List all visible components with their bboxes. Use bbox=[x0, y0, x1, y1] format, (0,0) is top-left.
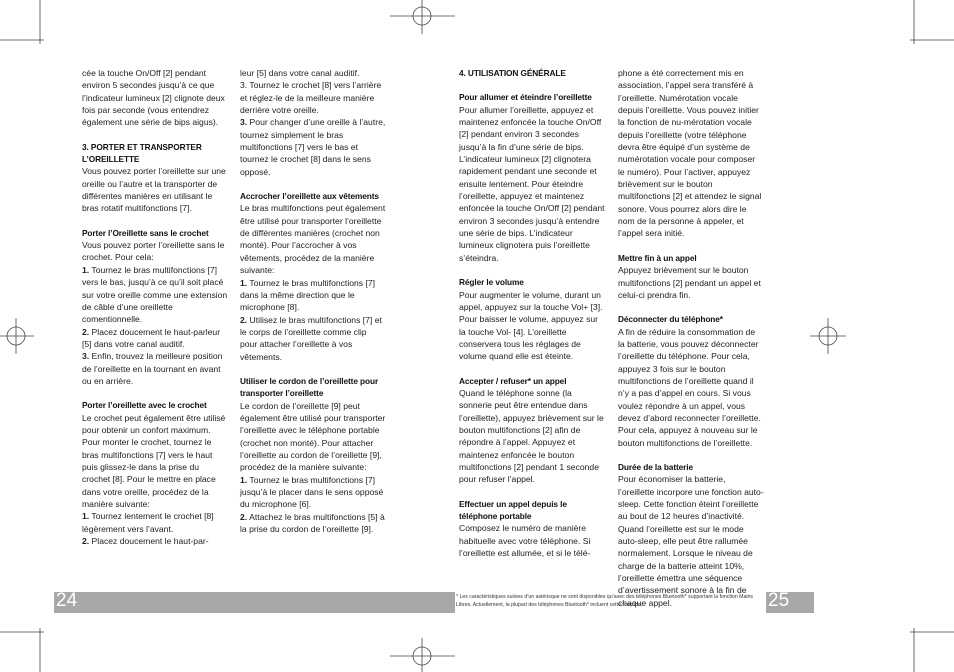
spacer bbox=[459, 264, 605, 276]
step-text: Attachez le bras multifonctions [5] à la prise du cordon de l’oreillette [9]. bbox=[240, 511, 385, 535]
numbered-step bbox=[240, 116, 386, 178]
spacer bbox=[618, 301, 764, 313]
section-heading: Utiliser le cordon de l’oreillette pour transporter l’oreillette bbox=[240, 375, 379, 399]
step-number: 2. bbox=[240, 314, 248, 325]
column-2 bbox=[240, 67, 386, 535]
spacer bbox=[82, 215, 228, 227]
paragraph: Appuyez brièvement sur le bouton multifonctions [2] pendant un appel et celui-ci prendra fin. bbox=[618, 265, 761, 300]
page-bar-left bbox=[54, 592, 455, 613]
section-heading: 3. PORTER ET TRANSPORTER L’OREILLETTE bbox=[82, 141, 202, 165]
spacer bbox=[618, 449, 764, 461]
section-heading: Accrocher l’oreillette aux vêtements bbox=[240, 191, 379, 202]
section-heading: Durée de la batterie bbox=[618, 461, 694, 472]
step-text: Tournez lentement le crochet [8] légèrement vers l’avant. bbox=[82, 511, 214, 534]
step-text: Enfin, trouvez la meilleure position de l’oreillette en la tournant en avant ou en arrière. bbox=[82, 351, 223, 386]
spacer bbox=[459, 363, 605, 375]
numbered-step bbox=[240, 277, 386, 314]
footnote: * Les caractéristiques suivies d’un astérisque ne sont disponibles qu’avec des téléphones Bluetooth* supportant la fonction Mains Libres. Actuellement, la plupart des téléphones Bluetooth* incluent cette fonction. bbox=[456, 594, 754, 608]
section-heading: Porter l’Oreillette sans le crochet bbox=[82, 227, 209, 238]
step-text: Placez doucement le haut-parleur [5] dans votre canal auditif. bbox=[82, 326, 221, 349]
step-text: Utilisez le bras multifonctions [7] et le corps de l’oreillette comme clip pour attacher l’oreillette à vos vêtements. bbox=[240, 314, 382, 362]
numbered-step bbox=[240, 511, 386, 536]
spacer bbox=[240, 363, 386, 375]
column-4 bbox=[618, 67, 764, 609]
paragraph: Pour augmenter le volume, durant un appel, appuyez sur la touche Vol+ [3]. Pour baisser le volume, appuyez sur la touche Vol- [4]. L’oreillette conservera tous les réglages de volume quand elle est éteinte. bbox=[459, 289, 603, 362]
paragraph: phone a été correctement mis en association, l’appel sera transféré à l’oreillette. Numérotation vocale depuis l’oreillette. Vous pouvez initier la fonction de nu-mérotation vocale depuis l’oreillette (votre téléphone devra être équipé d’un système de numérotation vocale pour composer le numéro). Pour l’activer, appuyez brièvement sur le bouton multifonctions [2] et attendez le signal sonore. Vous pourrez alors dire le nom de la personne à appeler, et l’appel sera initié. bbox=[618, 68, 762, 239]
section-heading: Accepter / refuser* un appel bbox=[459, 375, 567, 386]
step-number: 3. bbox=[240, 117, 248, 128]
numbered-step bbox=[82, 326, 228, 351]
paragraph: Le crochet peut également être utilisé pour obtenir un confort maximum. Pour monter le crochet, tournez le bras multifonctions [7] vers le haut puis glissez-le dans la prise du crochet [8]. Pour le mettre en place dans votre oreille, procédez de la manière suivante: bbox=[82, 412, 226, 509]
paragraph: A fin de réduire la consommation de la batterie, vous pouvez déconnecter l’oreillette du téléphone. Pour cela, appuyez 3 fois sur le bouton multifonctions de l’oreillette quand il n’y a pas d’appel en cours. Si vous voulez répondre à un appel, vous devez d’abord reconnecter l’oreillette. Pour cela, appuyez à nouveau sur le bouton multifonctions de l’oreillette. bbox=[618, 326, 761, 448]
step-number: 1. bbox=[82, 264, 90, 275]
paragraph: Quand le téléphone sonne (la sonnerie peut être entendue dans l’oreillette), appuyez brièvement sur le bouton multifonctions [2] afin de répondre à l’appel. Appuyez et maintenez enfoncée le bouton multifonctions [2] pendant 1 seconde pour refuser l’appel. bbox=[459, 387, 604, 485]
spacer bbox=[82, 129, 228, 141]
page-number-left: 24 bbox=[56, 590, 78, 611]
section-heading: Pour allumer et éteindre l’oreillette bbox=[459, 92, 592, 103]
step-text: Tournez le bras multifonctions [7] dans la même direction que le microphone [8]. bbox=[240, 277, 376, 313]
step-text: Tournez le bras multifonctions [7] vers le bas, jusqu’à ce qu’il soit placé sur votre oreille comme une extension de câble d’une oreillette comentionnelle. bbox=[82, 264, 228, 325]
step-number: 2. bbox=[240, 511, 248, 522]
step-text: Tournez le bras multifonctions [7] jusqu’à le placer dans le sens opposé du microphone [6]. bbox=[240, 474, 384, 510]
numbered-step bbox=[82, 510, 228, 535]
section-heading: Mettre fin à un appel bbox=[618, 252, 697, 263]
section-heading: 4. UTILISATION GÉNÉRALE bbox=[459, 68, 566, 78]
numbered-step bbox=[82, 264, 228, 326]
numbered-step bbox=[82, 350, 228, 387]
spacer bbox=[82, 387, 228, 399]
paragraph: Le bras multifonctions peut également être utilisé pour transporter l’oreillette de différentes manières (crochet non monté). Pour l’accrocher à vos vêtements, procédez de la manière suivante: bbox=[240, 203, 386, 276]
step-text: Pour changer d’une oreille à l’autre, tournez simplement le bras multifonctions [7] vers le bas et tournez le crochet [8] dans le sens opposé. bbox=[240, 117, 386, 177]
spacer bbox=[459, 486, 605, 498]
spacer bbox=[459, 79, 605, 91]
paragraph: Composez le numéro de manière habituelle avec votre téléphone. Si l’oreillette est allumée, et si le télé- bbox=[459, 523, 591, 559]
paragraph: cée la touche On/Off [2] pendant environ 5 secondes jusqu’à ce que l’indicateur lumineux [2] clignote deux fois par seconde (vous entendrez également une série de bips aigus). bbox=[82, 68, 225, 128]
section-heading: Effectuer un appel depuis le téléphone portable bbox=[459, 498, 567, 521]
numbered-step bbox=[240, 474, 386, 511]
column-3 bbox=[459, 67, 605, 559]
spacer bbox=[618, 240, 764, 252]
paragraph: Pour économiser la batterie, l’oreillette incorpore une fonction auto-sleep. Cette fonction éteint l’oreillette au bout de 12 heures d’inactivité. Quand l’oreillette est sur le mode auto-sleep, elle peut être rallumée normalement. Lorsque le niveau de charge de la batterie atteint 10%, l’oreillette émettra une séquence d’avertissement sonore à la fin de chaque appel. bbox=[618, 474, 764, 608]
paragraph: Vous pouvez porter l’oreillette sans le crochet. Pour cela: bbox=[82, 240, 225, 263]
paragraph: 3. Tournez le crochet [8] vers l’arrière et réglez-le de la meilleure manière derrière votre oreille. bbox=[240, 80, 382, 116]
step-number: 2. bbox=[82, 326, 90, 337]
paragraph: leur [5] dans votre canal auditif. bbox=[240, 68, 360, 78]
paragraph: Vous pouvez porter l’oreillette sur une oreille ou l’autre et la transporter de différentes manières en utilisant le bras rotatif multifonctions [7]. bbox=[82, 166, 226, 214]
section-heading: Porter l’oreillette avec le crochet bbox=[82, 400, 207, 411]
section-heading: Régler le volume bbox=[459, 277, 524, 288]
step-number: 3. bbox=[82, 351, 90, 362]
numbered-step bbox=[82, 535, 228, 547]
step-text: Placez doucement le haut-par- bbox=[89, 536, 209, 547]
section-heading: Déconnecter du téléphone* bbox=[618, 314, 723, 325]
paragraph: Pour allumer l’oreillette, appuyez et maintenez enfoncée la touche On/Off [2] pendant environ 3 secondes jusqu’à la fin d’une série de bips. L’indicateur lumineux [2] clignotera rapidement pendant une seconde et ensuite lentement. Pour éteindre l’oreillette, appuyez et maintenez enfoncée la touche On/Off [2] pendant environ 3 secondes jusqu’à entendre une série de bips. L’indicateur lumineux clignotera puis l’oreillette s’éteindra. bbox=[459, 104, 605, 263]
step-number: 2. bbox=[82, 536, 90, 547]
column-1 bbox=[82, 67, 228, 547]
numbered-step bbox=[240, 314, 386, 363]
page-number-right: 25 bbox=[768, 590, 790, 611]
spacer bbox=[240, 178, 386, 190]
step-number: 1. bbox=[240, 474, 248, 485]
paragraph: Le cordon de l’oreillette [9] peut également être utilisé pour transporter l’oreillette avec le téléphone portable (crochet non monté). Pour attacher l’oreillette au cordon de l’oreillette [9], procédez de la manière suivante: bbox=[240, 400, 386, 473]
step-number: 1. bbox=[82, 511, 90, 522]
step-number: 1. bbox=[240, 277, 248, 288]
